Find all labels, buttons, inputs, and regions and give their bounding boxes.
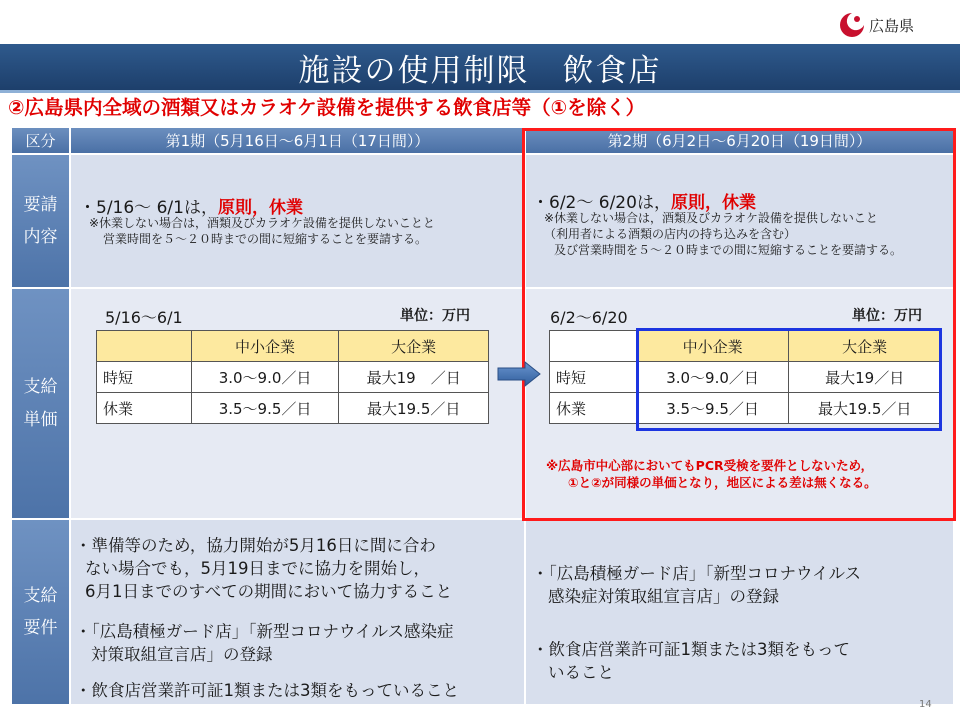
header-category-label: 区分 bbox=[25, 132, 56, 150]
req-p1-item1-line2: ない場合でも，5月19日までに協力を開始し， bbox=[85, 559, 430, 578]
payment-p1-table bbox=[96, 330, 489, 424]
payment-p2-unit: 単位：万円 bbox=[852, 308, 922, 324]
req-p1-item1-line3: 6月1日までのすべての期間において協力すること bbox=[85, 582, 453, 601]
p2-row-closed: 休業 bbox=[550, 393, 637, 424]
row-label-requirements-line2: 要件 bbox=[23, 618, 58, 638]
p1-closed-large: 最大19.5／日 bbox=[339, 393, 489, 424]
requirements-period-1 bbox=[71, 520, 524, 704]
p2-col-sme: 中小企業 bbox=[636, 331, 789, 362]
req-p1-item3-line1: ・飲食店営業許可証1類または3類をもっていること bbox=[75, 681, 459, 700]
request-p2-main: ・6/2～ 6/20は， bbox=[532, 193, 671, 213]
header-period-1-label: 第1期（5月16日～6月1日（17日間）） bbox=[165, 132, 430, 150]
payment-p1-range: 5/16～6/1 bbox=[105, 308, 183, 327]
p1-col-large: 大企業 bbox=[339, 331, 489, 362]
payment-period-1 bbox=[71, 289, 524, 518]
p2-closed-large: 最大19.5／日 bbox=[789, 393, 941, 424]
header-category bbox=[12, 128, 69, 153]
period-2-highlight-box bbox=[522, 128, 956, 521]
row-label-payment bbox=[12, 289, 69, 518]
request-p1-emphasis: 原則，休業 bbox=[217, 198, 303, 218]
p2-row-short: 時短 bbox=[550, 362, 637, 393]
header-period-2-label: 第2期（6月2日～6月20日（19日間）） bbox=[607, 132, 872, 150]
request-p1-text bbox=[79, 193, 303, 218]
payment-p2-note-2: ①と②が同様の単価となり，地区による差は無くなる。 bbox=[568, 475, 877, 490]
hiroshima-prefecture-logo-icon bbox=[838, 11, 866, 39]
request-p1-note-2: 営業時間を５～２０時までの間に短縮することを要請する。 bbox=[103, 232, 428, 246]
p2-short-sme: 3.0～9.0／日 bbox=[636, 362, 789, 393]
p1-corner-cell bbox=[97, 331, 192, 362]
requirements-period-2 bbox=[526, 520, 953, 704]
request-period-1 bbox=[71, 155, 524, 287]
req-p2-item1-line2: 感染症対策取組宣言店」の登録 bbox=[548, 587, 779, 606]
p2-short-large: 最大19／日 bbox=[789, 362, 941, 393]
payment-p2-note-1: ※広島市中心部においてもPCR受検を要件としないため， bbox=[546, 458, 874, 473]
payment-p1-unit: 単位：万円 bbox=[400, 308, 470, 324]
request-p2-emphasis: 原則，休業 bbox=[670, 193, 756, 213]
request-p2-note-3: 及び営業時間を５～２０時までの間に短縮することを要請する。 bbox=[554, 243, 903, 257]
req-p2-item1-line1: ・「広島積極ガード店」「新型コロナウイルス bbox=[532, 564, 862, 583]
req-p2-item2-line2: いること bbox=[548, 663, 614, 682]
p1-col-sme: 中小企業 bbox=[191, 331, 339, 362]
p2-col-large: 大企業 bbox=[789, 331, 941, 362]
page-title: 施設の使用制限 飲食店 bbox=[298, 52, 662, 89]
p2-closed-sme: 3.5～9.5／日 bbox=[636, 393, 789, 424]
request-p1-note-1: ※休業しない場合は，酒類及びカラオケ設備を提供しないことと bbox=[89, 216, 435, 230]
payment-p2-range: 6/2～6/20 bbox=[550, 308, 628, 327]
p1-short-sme: 3.0～9.0／日 bbox=[191, 362, 339, 393]
row-label-request-line2: 内容 bbox=[23, 227, 58, 247]
page-number: 14 bbox=[919, 699, 932, 710]
header-period-1 bbox=[71, 128, 524, 153]
row-label-requirements bbox=[12, 520, 69, 704]
req-p1-item2-line1: ・「広島積極ガード店」「新型コロナウイルス感染症 bbox=[75, 622, 454, 641]
req-p2-item2-line1: ・飲食店営業許可証1類または3類をもって bbox=[532, 640, 850, 659]
request-p2-note-1: ※休業しない場合は，酒類及びカラオケ設備を提供しないこと bbox=[544, 211, 878, 225]
row-label-request-line1: 要請 bbox=[23, 194, 58, 215]
subtitle: ②広島県内全域の酒類又はカラオケ設備を提供する飲食店等（①を除く） bbox=[8, 96, 646, 119]
p1-short-large: 最大19 ／日 bbox=[339, 362, 489, 393]
p1-row-closed: 休業 bbox=[97, 393, 192, 424]
row-label-payment-line2: 単価 bbox=[23, 409, 58, 430]
p2-rates-highlight-box bbox=[636, 328, 942, 431]
p1-closed-sme: 3.5～9.5／日 bbox=[191, 393, 339, 424]
row-label-payment-line1: 支給 bbox=[23, 377, 58, 398]
right-arrow-icon bbox=[497, 361, 541, 387]
prefecture-logo bbox=[838, 10, 914, 40]
row-label-requirements-line1: 支給 bbox=[23, 585, 58, 606]
p1-row-short: 時短 bbox=[97, 362, 192, 393]
row-label-request bbox=[12, 155, 69, 287]
page-title-bar bbox=[0, 44, 960, 90]
req-p1-item1-line1: ・準備等のため，協力開始が5月16日に間に合わ bbox=[75, 536, 436, 555]
req-p1-item2-line2: 対策取組宣言店」の登録 bbox=[91, 645, 273, 664]
request-p1-main: ・5/16～ 6/1は， bbox=[79, 198, 218, 218]
request-p2-note-2: （利用者による酒類の店内の持ち込みを含む） bbox=[544, 227, 797, 241]
logo-text: 広島県 bbox=[869, 16, 915, 35]
